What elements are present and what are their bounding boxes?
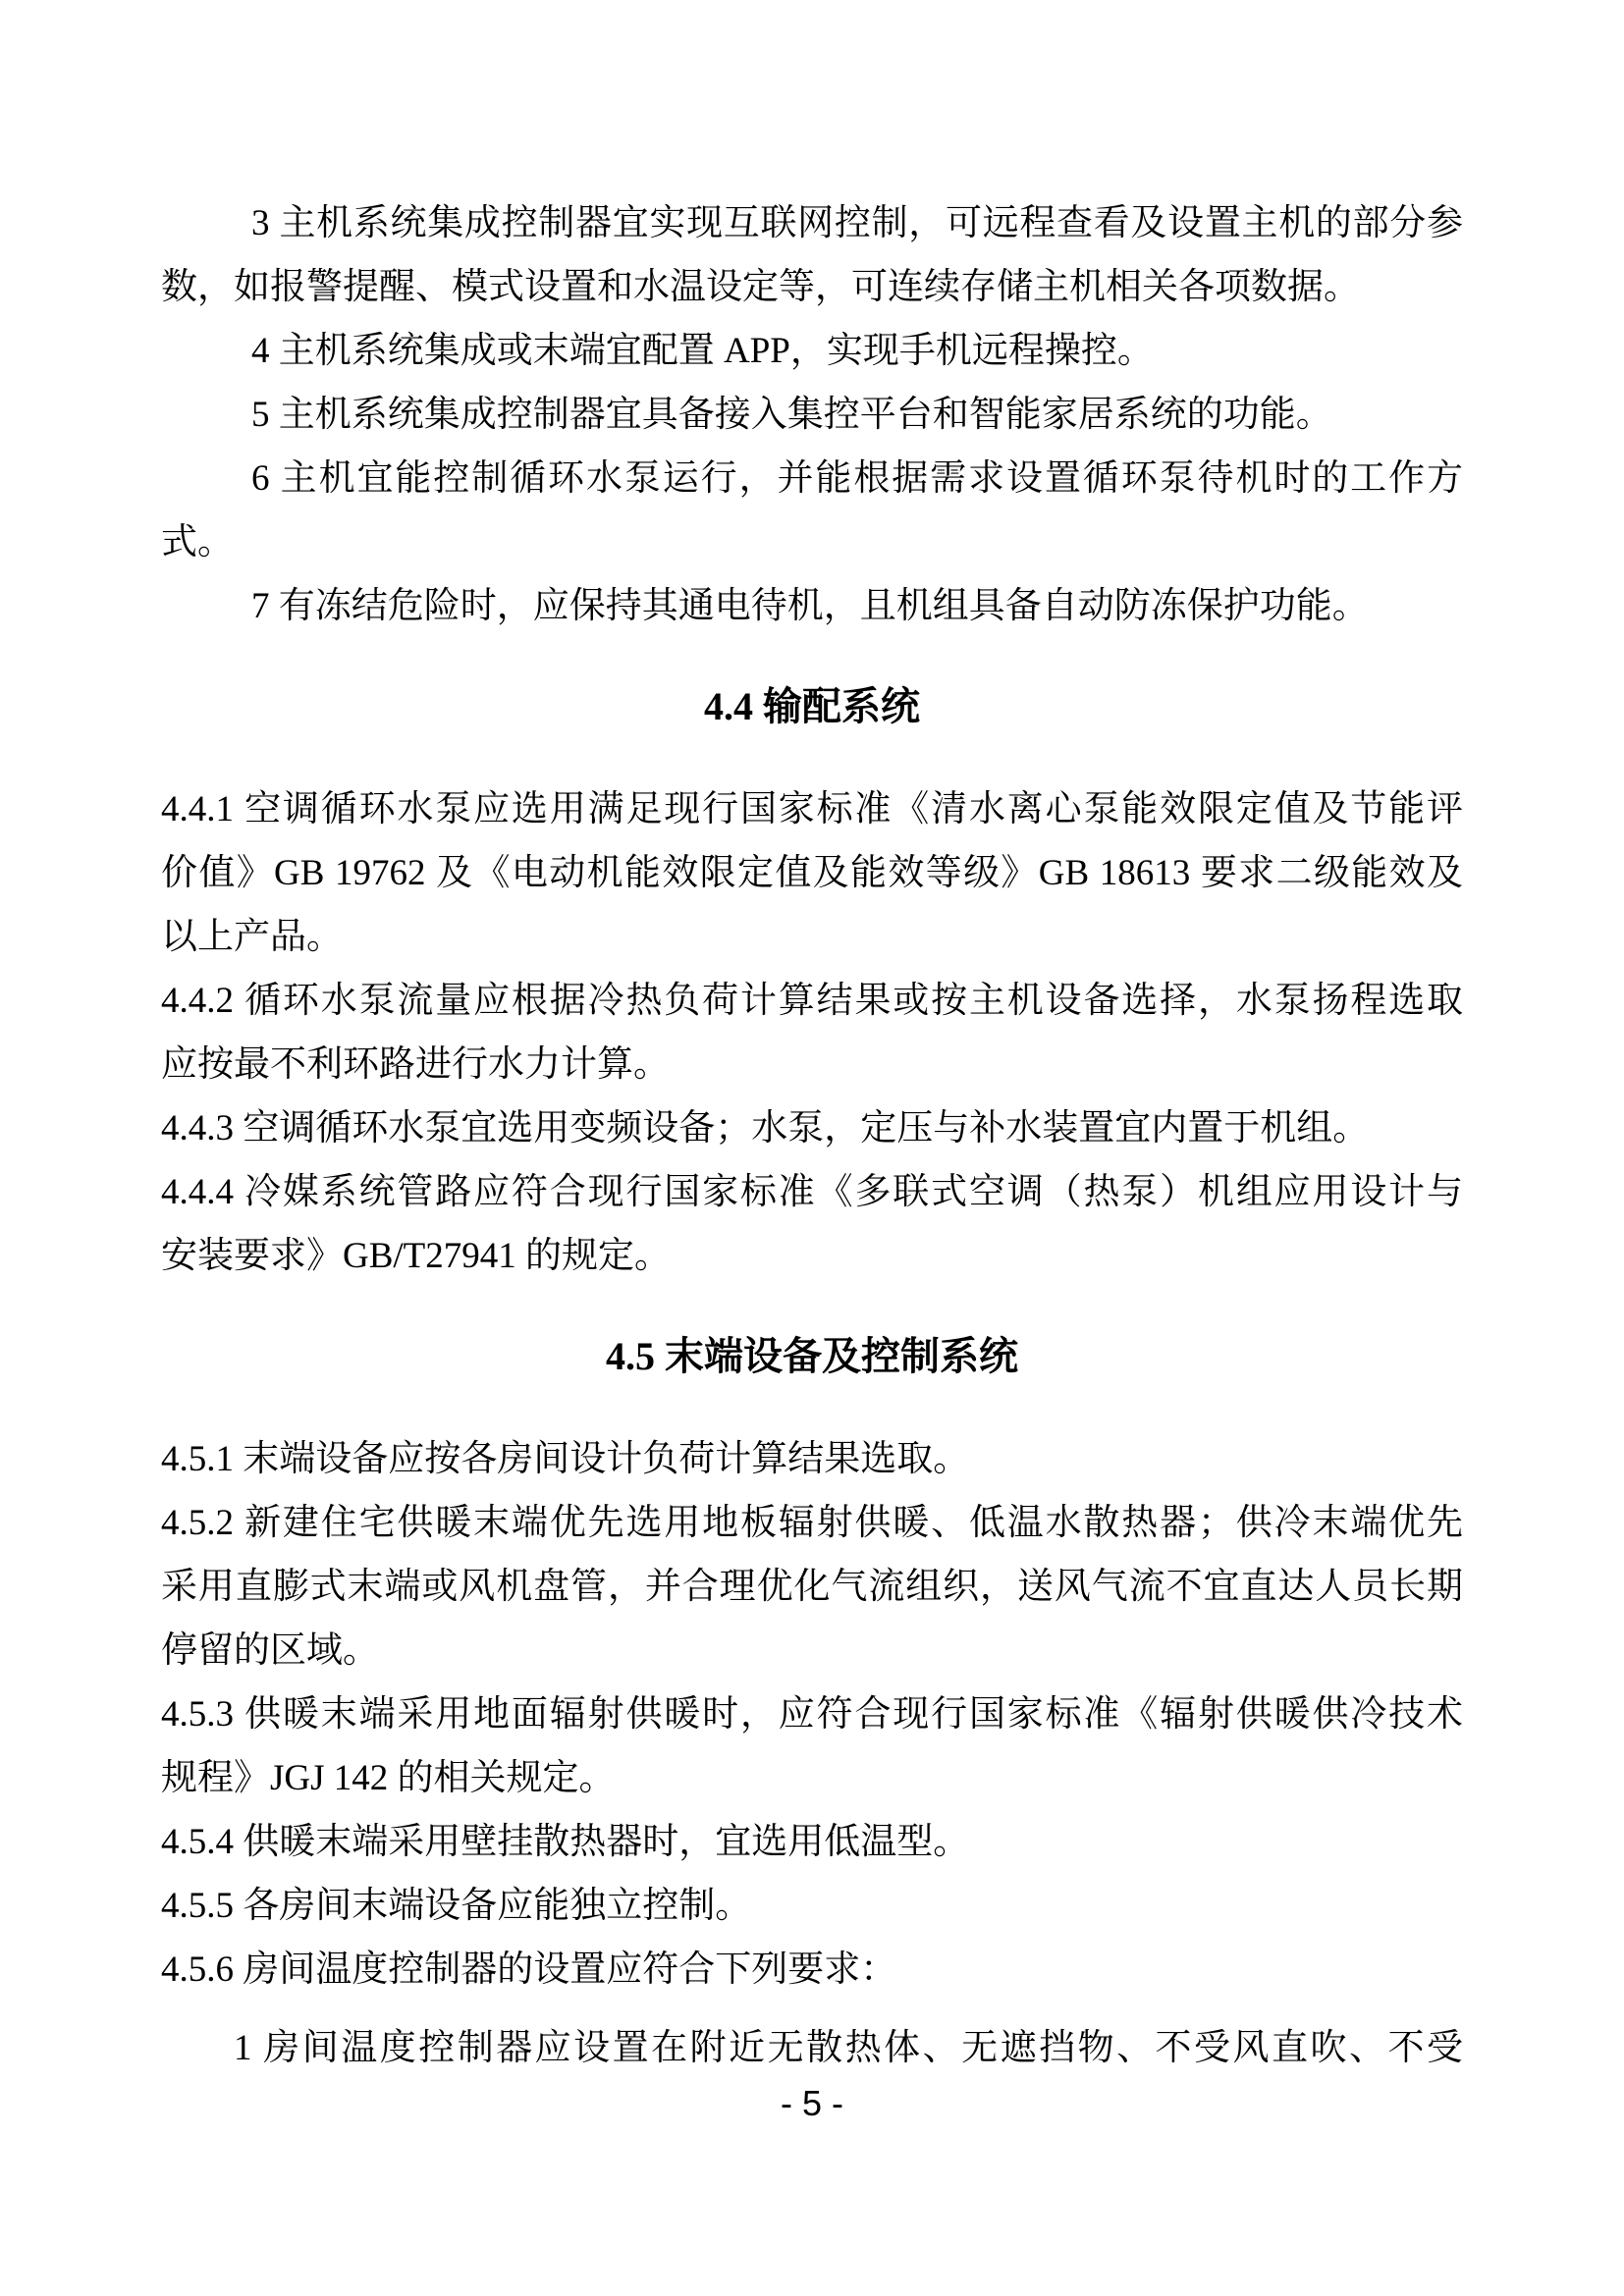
clause-line: 停留的区域。	[161, 1630, 379, 1671]
clause-line: 4.4.3 空调循环水泵宜选用变频设备；水泵，定压与补水装置宜内置于机组。	[161, 1108, 1370, 1148]
clause-line: 4.4.4 冷媒系统管路应符合现行国家标准《多联式空调（热泵）机组应用设计与	[161, 1172, 1463, 1212]
clause-line: 以上产品。	[161, 917, 343, 957]
section-heading-4-5: 4.5 末端设备及控制系统	[606, 1334, 1018, 1378]
list-item-line: 4 主机系统集成或末端宜配置 APP，实现手机远程操控。	[251, 331, 1154, 371]
clause-line: 规程》JGJ 142 的相关规定。	[161, 1758, 616, 1798]
body-text-line: 数，如报警提醒、模式设置和水温设定等，可连续存储主机相关各项数据。	[161, 267, 1360, 307]
page-number: - 5 -	[780, 2083, 843, 2123]
clause-line: 价值》GB 19762 及《电动机能效限定值及能效等级》GB 18613 要求二级能效及	[161, 853, 1463, 893]
section-heading-4-4: 4.4 输配系统	[704, 684, 920, 728]
clause-line: 应按最不利环路进行水力计算。	[161, 1044, 670, 1085]
clause-line: 4.5.1 末端设备应按各房间设计负荷计算结果选取。	[161, 1439, 970, 1479]
document-body	[161, 0, 1463, 2080]
clause-line: 采用直膨式末端或风机盘管，并合理优化气流组织，送风气流不宜直达人员长期	[161, 1567, 1463, 1607]
clause-line: 安装要求》GB/T27941 的规定。	[161, 1236, 672, 1276]
clause-line: 4.5.3 供暖末端采用地面辐射供暖时，应符合现行国家标准《辐射供暖供冷技术	[161, 1694, 1463, 1735]
list-item-line: 7 有冻结危险时，应保持其通电待机，且机组具备自动防冻保护功能。	[251, 586, 1369, 626]
clause-line: 4.5.4 供暖末端采用壁挂散热器时，宜选用低温型。	[161, 1822, 970, 1862]
clause-line: 4.5.6 房间温度控制器的设置应符合下列要求：	[161, 1949, 897, 1990]
clause-line: 4.5.2 新建住宅供暖末端优先选用地板辐射供暖、低温水散热器；供冷末端优先	[161, 1503, 1463, 1543]
list-item-line: 6 主机宜能控制循环水泵运行，并能根据需求设置循环泵待机时的工作方	[251, 458, 1463, 499]
clause-line: 4.5.5 各房间末端设备应能独立控制。	[161, 1886, 752, 1926]
list-item-line: 1 房间温度控制器应设置在附近无散热体、无遮挡物、不受风直吹、不受	[234, 2028, 1463, 2068]
clause-line: 4.4.1 空调循环水泵应选用满足现行国家标准《清水离心泵能效限定值及节能评	[161, 789, 1463, 829]
list-item-line: 3 主机系统集成控制器宜实现互联网控制，可远程查看及设置主机的部分参	[251, 203, 1463, 243]
clause-line: 4.4.2 循环水泵流量应根据冷热负荷计算结果或按主机设备选择，水泵扬程选取	[161, 981, 1463, 1021]
list-item-line: 5 主机系统集成控制器宜具备接入集控平台和智能家居系统的功能。	[251, 395, 1332, 435]
body-text-line: 式。	[161, 522, 234, 562]
